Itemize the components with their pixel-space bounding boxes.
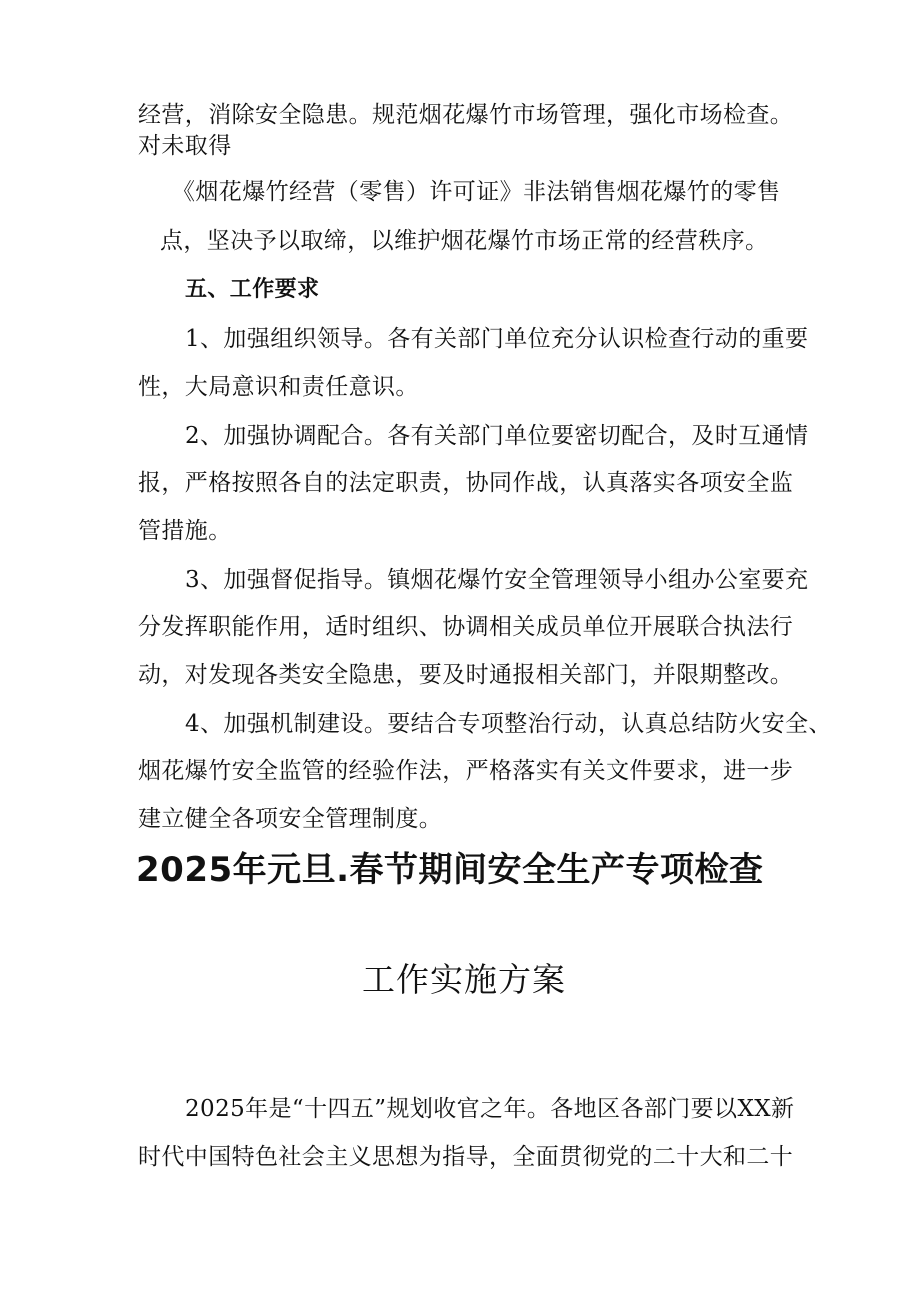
document-subtitle: 工作实施方案 bbox=[362, 960, 566, 999]
document-title: 2025年元旦.春节期间安全生产专项检查 bbox=[136, 850, 764, 890]
paragraph-line: 时代中国特色社会主义思想为指导，全面贯彻党的二十大和二十 bbox=[138, 1144, 794, 1170]
paragraph-line: 烟花爆竹安全监管的经验作法，严格落实有关文件要求，进一步 bbox=[138, 758, 794, 784]
paragraph-line: 4、加强机制建设。要结合专项整治行动，认真总结防火安全、 bbox=[185, 711, 832, 737]
section-heading: 五、工作要求 bbox=[185, 277, 320, 302]
paragraph-line: 2、加强协调配合。各有关部门单位要密切配合，及时互通情 bbox=[185, 423, 809, 449]
paragraph-line: 分发挥职能作用，适时组织、协调相关成员单位开展联合执法行 bbox=[138, 614, 794, 640]
paragraph-line: 1、加强组织领导。各有关部门单位充分认识检查行动的重要 bbox=[185, 326, 809, 352]
paragraph-line: 经营，消除安全隐患。规范烟花爆竹市场管理，强化市场检查。 bbox=[138, 102, 794, 128]
paragraph-line: 3、加强督促指导。镇烟花爆竹安全管理领导小组办公室要充 bbox=[185, 567, 809, 593]
paragraph-line: 动，对发现各类安全隐患，要及时通报相关部门，并限期整改。 bbox=[138, 662, 794, 688]
paragraph-line: 2025年是“十四五”规划收官之年。各地区各部门要以XX新 bbox=[185, 1096, 795, 1122]
paragraph-line: 管措施。 bbox=[138, 518, 232, 544]
paragraph-line: 建立健全各项安全管理制度。 bbox=[138, 806, 443, 832]
paragraph-line: 对未取得 bbox=[138, 133, 232, 159]
paragraph-line: 点，坚决予以取缔，以维护烟花爆竹市场正常的经营秩序。 bbox=[160, 228, 769, 254]
paragraph-line: 报，严格按照各自的法定职责，协同作战，认真落实各项安全监 bbox=[138, 470, 794, 496]
paragraph-line: 性，大局意识和责任意识。 bbox=[138, 374, 419, 400]
paragraph-line: 《烟花爆竹经营（零售）许可证》非法销售烟花爆竹的零售 bbox=[172, 179, 781, 205]
